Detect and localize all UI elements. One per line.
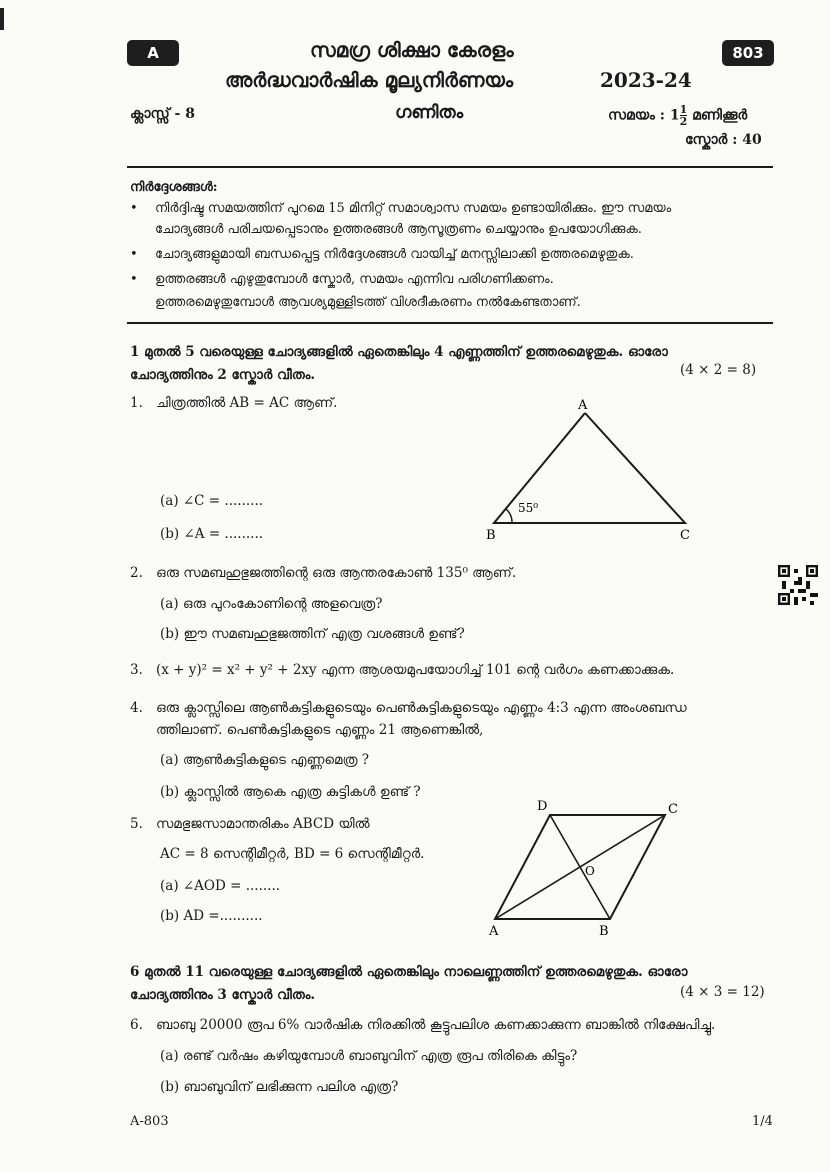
bullet: • [130, 247, 138, 262]
diagonal-bd [550, 815, 610, 919]
vertex-c-label: C [668, 802, 678, 817]
question-4: 4. ഒരു ക്ലാസ്സിലെ ആൺകുട്ടികളുടെയും പെൺകുട്ടികളുടെയും എണ്ണം 4:3 എന്ന അംശബന്ധ [130, 700, 687, 716]
section2-marks: (4 × 3 = 12) [680, 984, 765, 1000]
header-divider [127, 166, 773, 168]
footer-code: A-803 [130, 1114, 169, 1129]
angle-label: 55⁰ [518, 501, 539, 515]
instruction-item: ചോദ്യങ്ങൾ പരിചയപ്പെടാനും ഉത്തരങ്ങൾ ആസൂത്രണം ചെയ്യാനും ഉപയോഗിക്കുക. [155, 222, 642, 237]
instruction-item: ഉത്തരമെഴുതുമ്പോൾ ആവശ്യമുള്ളിടത്ത് വിശദീകരണം നൽകേണ്ടതാണ്. [155, 295, 581, 310]
rhombus-figure [485, 795, 690, 940]
question-number: 4. [130, 700, 143, 716]
scan-edge-mark [0, 8, 4, 30]
version-badge: A [127, 40, 179, 66]
question-number: 3. [130, 662, 143, 678]
vertex-a-label: A [489, 924, 499, 939]
question-3: 3. (x + y)² = x² + y² + 2xy എന്ന ആശയമുപയോഗിച്ച് 101 ന്റെ വർഗം കണക്കാക്കുക. [130, 662, 675, 678]
question-2b: (b) ഈ സമബഹുഭുജത്തിന് എത്ര വശങ്ങൾ ഉണ്ട്? [160, 626, 465, 642]
instruction-item: നിർദ്ദിഷ്ട സമയത്തിന് പുറമെ 15 മിനിറ്റ് സമാശ്വാസ സമയം ഉണ്ടായിരിക്കും. ഈ സമയം [155, 201, 672, 216]
isosceles-triangle-figure [480, 395, 700, 545]
question-number: 5. [130, 816, 143, 832]
question-2: 2. ഒരു സമബഹുഭുജത്തിന്റെ ഒരു ആന്തരകോൺ 135⁰ ആണ്. [130, 565, 517, 581]
instruction-item: ഉത്തരങ്ങൾ എഴുതുമ്പോൾ സ്കോർ, സമയം എന്നിവ പരിഗണിക്കണം. [155, 272, 554, 287]
question-5a: (a) ∠AOD = ........ [160, 878, 281, 894]
question-4b: (b) ക്ലാസ്സിൽ ആകെ എത്ര കുട്ടികൾ ഉണ്ട് ? [160, 784, 421, 800]
time-fraction: $\frac{1}{2}$ [679, 103, 688, 128]
score-label: സ്കോർ : 40 [685, 132, 762, 148]
instruction-item: ചോദ്യങ്ങളുമായി ബന്ധപ്പെട്ട നിർദ്ദേശങ്ങൾ വായിച്ച് മനസ്സിലാക്കി ഉത്തരമെഴുതുക. [155, 247, 634, 262]
question-1b: (b) ∠A = ......... [160, 526, 264, 542]
question-1: 1. ചിത്രത്തിൽ AB = AC ആണ്. [130, 395, 338, 411]
question-number: 1. [130, 395, 143, 411]
question-4-continued: ത്തിലാണ്. പെൺകുട്ടികളുടെ എണ്ണം 21 ആണെങ്കിൽ, [156, 722, 484, 738]
vertex-c-label: C [680, 528, 690, 543]
question-6a: (a) രണ്ട് വർഷം കഴിയുമ്പോൾ ബാബുവിന് എത്ര രൂപ തിരികെ കിട്ടും? [160, 1048, 578, 1064]
question-5-given: AC = 8 സെന്റിമീറ്റർ, BD = 6 സെന്റിമീറ്റർ. [160, 846, 425, 862]
bullet: • [130, 201, 138, 216]
subject-title: ഗണിതം [395, 102, 464, 123]
centre-o-label: O [585, 864, 595, 878]
paper-code-badge: 803 [722, 40, 774, 66]
question-6b: (b) ബാബുവിന് ലഭിക്കുന്ന പലിശ എത്ര? [160, 1079, 399, 1095]
question-6: 6. ബാബു 20000 രൂപ 6% വാർഷിക നിരക്കിൽ കൂട്ടുപലിശ കണക്കാക്കുന്ന ബാങ്കിൽ നിക്ഷേപിച്ചു. [130, 1017, 716, 1033]
class-label: ക്ലാസ്സ് - 8 [130, 106, 195, 122]
bullet: • [130, 272, 138, 287]
page-number: 1/4 [752, 1114, 773, 1129]
question-5b: (b) AD =.......... [160, 908, 263, 924]
vertex-b-label: B [486, 528, 496, 543]
question-4a: (a) ആൺകുട്ടികളുടെ എണ്ണമെത്ര ? [160, 752, 370, 768]
time-label: സമയം : 1 $\frac{1}{2}$ മണിക്കൂർ [608, 103, 748, 128]
section1-instruction: 1 മുതൽ 5 വരെയുള്ള ചോദ്യങ്ങളിൽ ഏതെങ്കിലും 4 എണ്ണത്തിന് ഉത്തരമെഴുതുക. ഓരോ [130, 344, 668, 360]
qr-code-icon [778, 565, 818, 605]
vertex-a-label: A [578, 398, 588, 413]
organisation-title: സമഗ്ര ശിക്ഷാ കേരളം [310, 38, 514, 62]
section1-instruction: ചോദ്യത്തിനും 2 സ്കോർ വീതം. [130, 367, 316, 383]
instructions-divider [127, 322, 773, 324]
question-number: 2. [130, 565, 143, 581]
vertex-b-label: B [599, 924, 609, 939]
section1-marks: (4 × 2 = 8) [680, 362, 757, 378]
question-number: 6. [130, 1017, 143, 1033]
section2-instruction: ചോദ്യത്തിനും 3 സ്കോർ വീതം. [130, 987, 316, 1003]
angle-arc [506, 509, 512, 523]
vertex-d-label: D [537, 799, 548, 814]
question-1a: (a) ∠C = ......... [160, 493, 264, 509]
question-2a: (a) ഒരു പുറംകോണിന്റെ അളവെത്ര? [160, 596, 383, 612]
section2-instruction: 6 മുതൽ 11 വരെയുള്ള ചോദ്യങ്ങളിൽ ഏതെങ്കിലും നാലെണ്ണത്തിന് ഉത്തരമെഴുതുക. ഓരോ [130, 964, 688, 980]
instructions-heading: നിർദ്ദേശങ്ങൾ: [130, 180, 218, 195]
question-5: 5. സമഭുജസാമാന്തരികം ABCD യിൽ [130, 816, 370, 832]
exam-title: അർദ്ധവാർഷിക മൂല്യനിർണയം [225, 68, 514, 92]
exam-year: 2023-24 [600, 68, 692, 92]
